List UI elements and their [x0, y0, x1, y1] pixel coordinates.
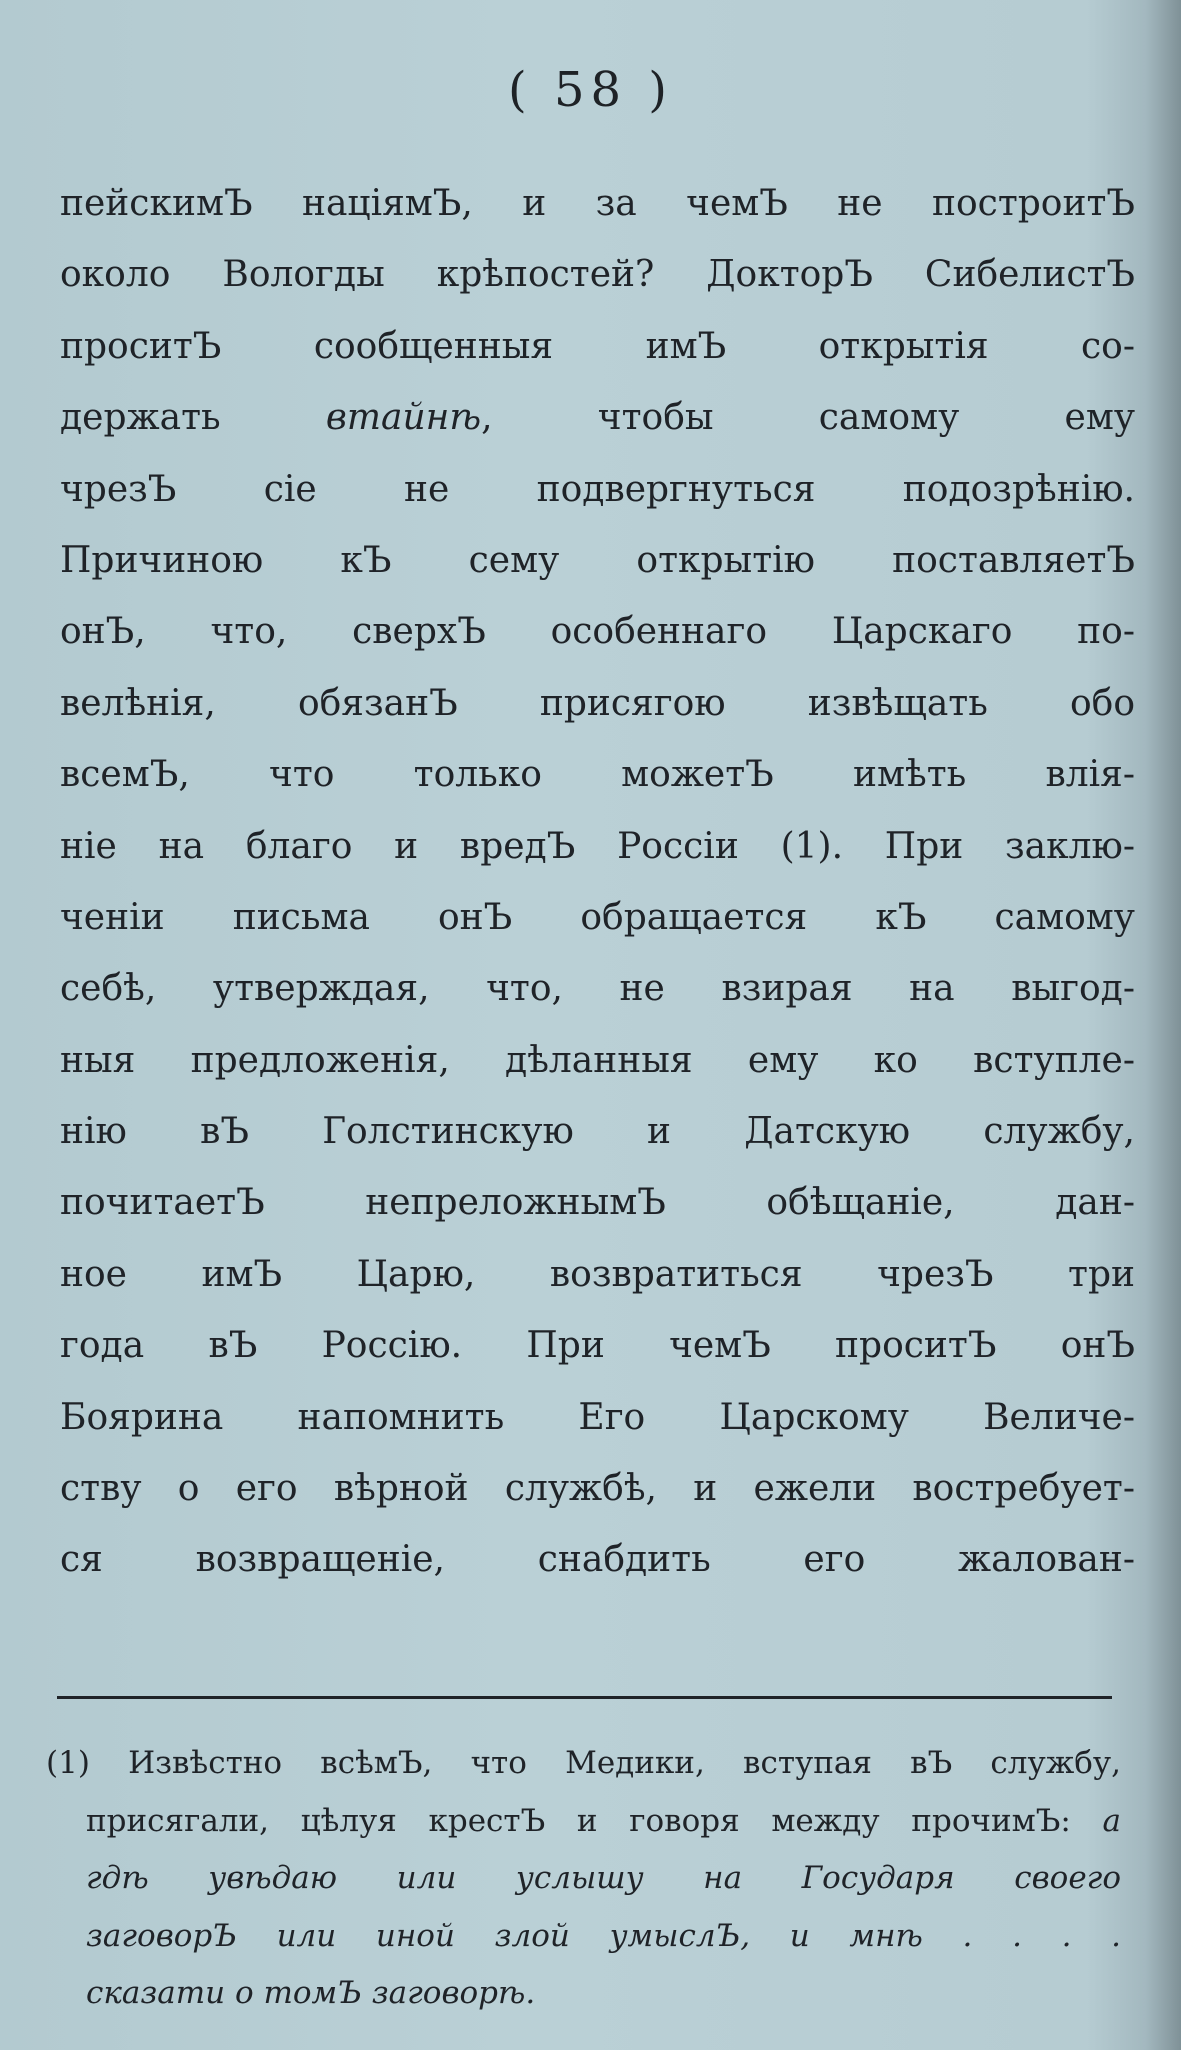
text-line: [60, 382, 1135, 453]
text-line: всемЪ, что только можетЪ имѣть влія-: [60, 754, 1135, 796]
text-line: ству о его вѣрной службѣ, и ежели востребует-: [60, 1468, 1135, 1510]
footnote-italic-fragment: а: [1102, 1802, 1121, 1839]
text-fragment: , чтобы самому ему: [481, 397, 1135, 439]
text-line: ніе на благо и вредЪ Россіи (1). При заклю-: [60, 825, 1135, 867]
text-fragment: держать: [60, 397, 221, 439]
text-line: себѣ, утверждая, что, не взирая на выгод-: [60, 968, 1135, 1010]
text-line: почитаетЪ непреложнымЪ обѣщаніе, дан-: [60, 1182, 1135, 1224]
footnote-line: сказати о томЪ заговорѣ.: [86, 1975, 536, 2011]
text-line: ся возвращеніе, снабдить его жалован-: [60, 1539, 1135, 1581]
text-line: года вЪ Россію. При чемЪ проситЪ онЪ: [60, 1325, 1135, 1367]
text-line: велѣнія, обязанЪ присягою извѣщать обо: [60, 682, 1135, 724]
footnote-line: [46, 1793, 1121, 1851]
text-line: ное имЪ Царю, возвратиться чрезЪ три: [60, 1253, 1135, 1295]
text-line: чрезЪ сіе не подвергнуться подозрѣнію.: [60, 468, 1135, 510]
footnote-line: (1) Извѣстно всѣмЪ, что Медики, вступая вЪ службу,: [46, 1745, 1121, 1781]
text-line: ченіи письма онЪ обращается кЪ самому: [60, 896, 1135, 938]
text-line: около Вологды крѣпостей? ДокторЪ СибелистЪ: [60, 254, 1135, 296]
text-line: ныя предложенія, дѣланныя ему ко вступле-: [60, 1039, 1135, 1081]
page-number: ( 58 ): [507, 62, 674, 118]
text-line: Боярина напомнить Его Царскому Величе-: [60, 1396, 1135, 1438]
text-line: онЪ, что, сверхЪ особеннаго Царскаго по-: [60, 611, 1135, 653]
text-line: проситЪ сообщенныя имЪ открытія со-: [60, 325, 1135, 367]
footnote-line: заговорЪ или иной злой умыслЪ, и мнѣ . . . .: [86, 1917, 1121, 1954]
main-text: [60, 168, 1135, 1596]
text-line: Причиною кЪ сему открытію поставляетЪ: [60, 539, 1135, 581]
footnote-line: гдѣ увѣдаю или услышу на Государя своего: [86, 1860, 1121, 1896]
emphasized-word: втайнѣ: [325, 397, 482, 439]
text-line: нію вЪ Голстинскую и Датскую службу,: [60, 1111, 1135, 1153]
text-line: пейскимЪ націямЪ, и за чемЪ не построитЪ: [60, 183, 1135, 224]
footnote: [46, 1735, 1121, 2023]
footnote-fragment: присягали, цѣлуя крестЪ и говоря между прочимЪ:: [86, 1802, 1071, 1839]
footnote-divider: [57, 1696, 1112, 1699]
